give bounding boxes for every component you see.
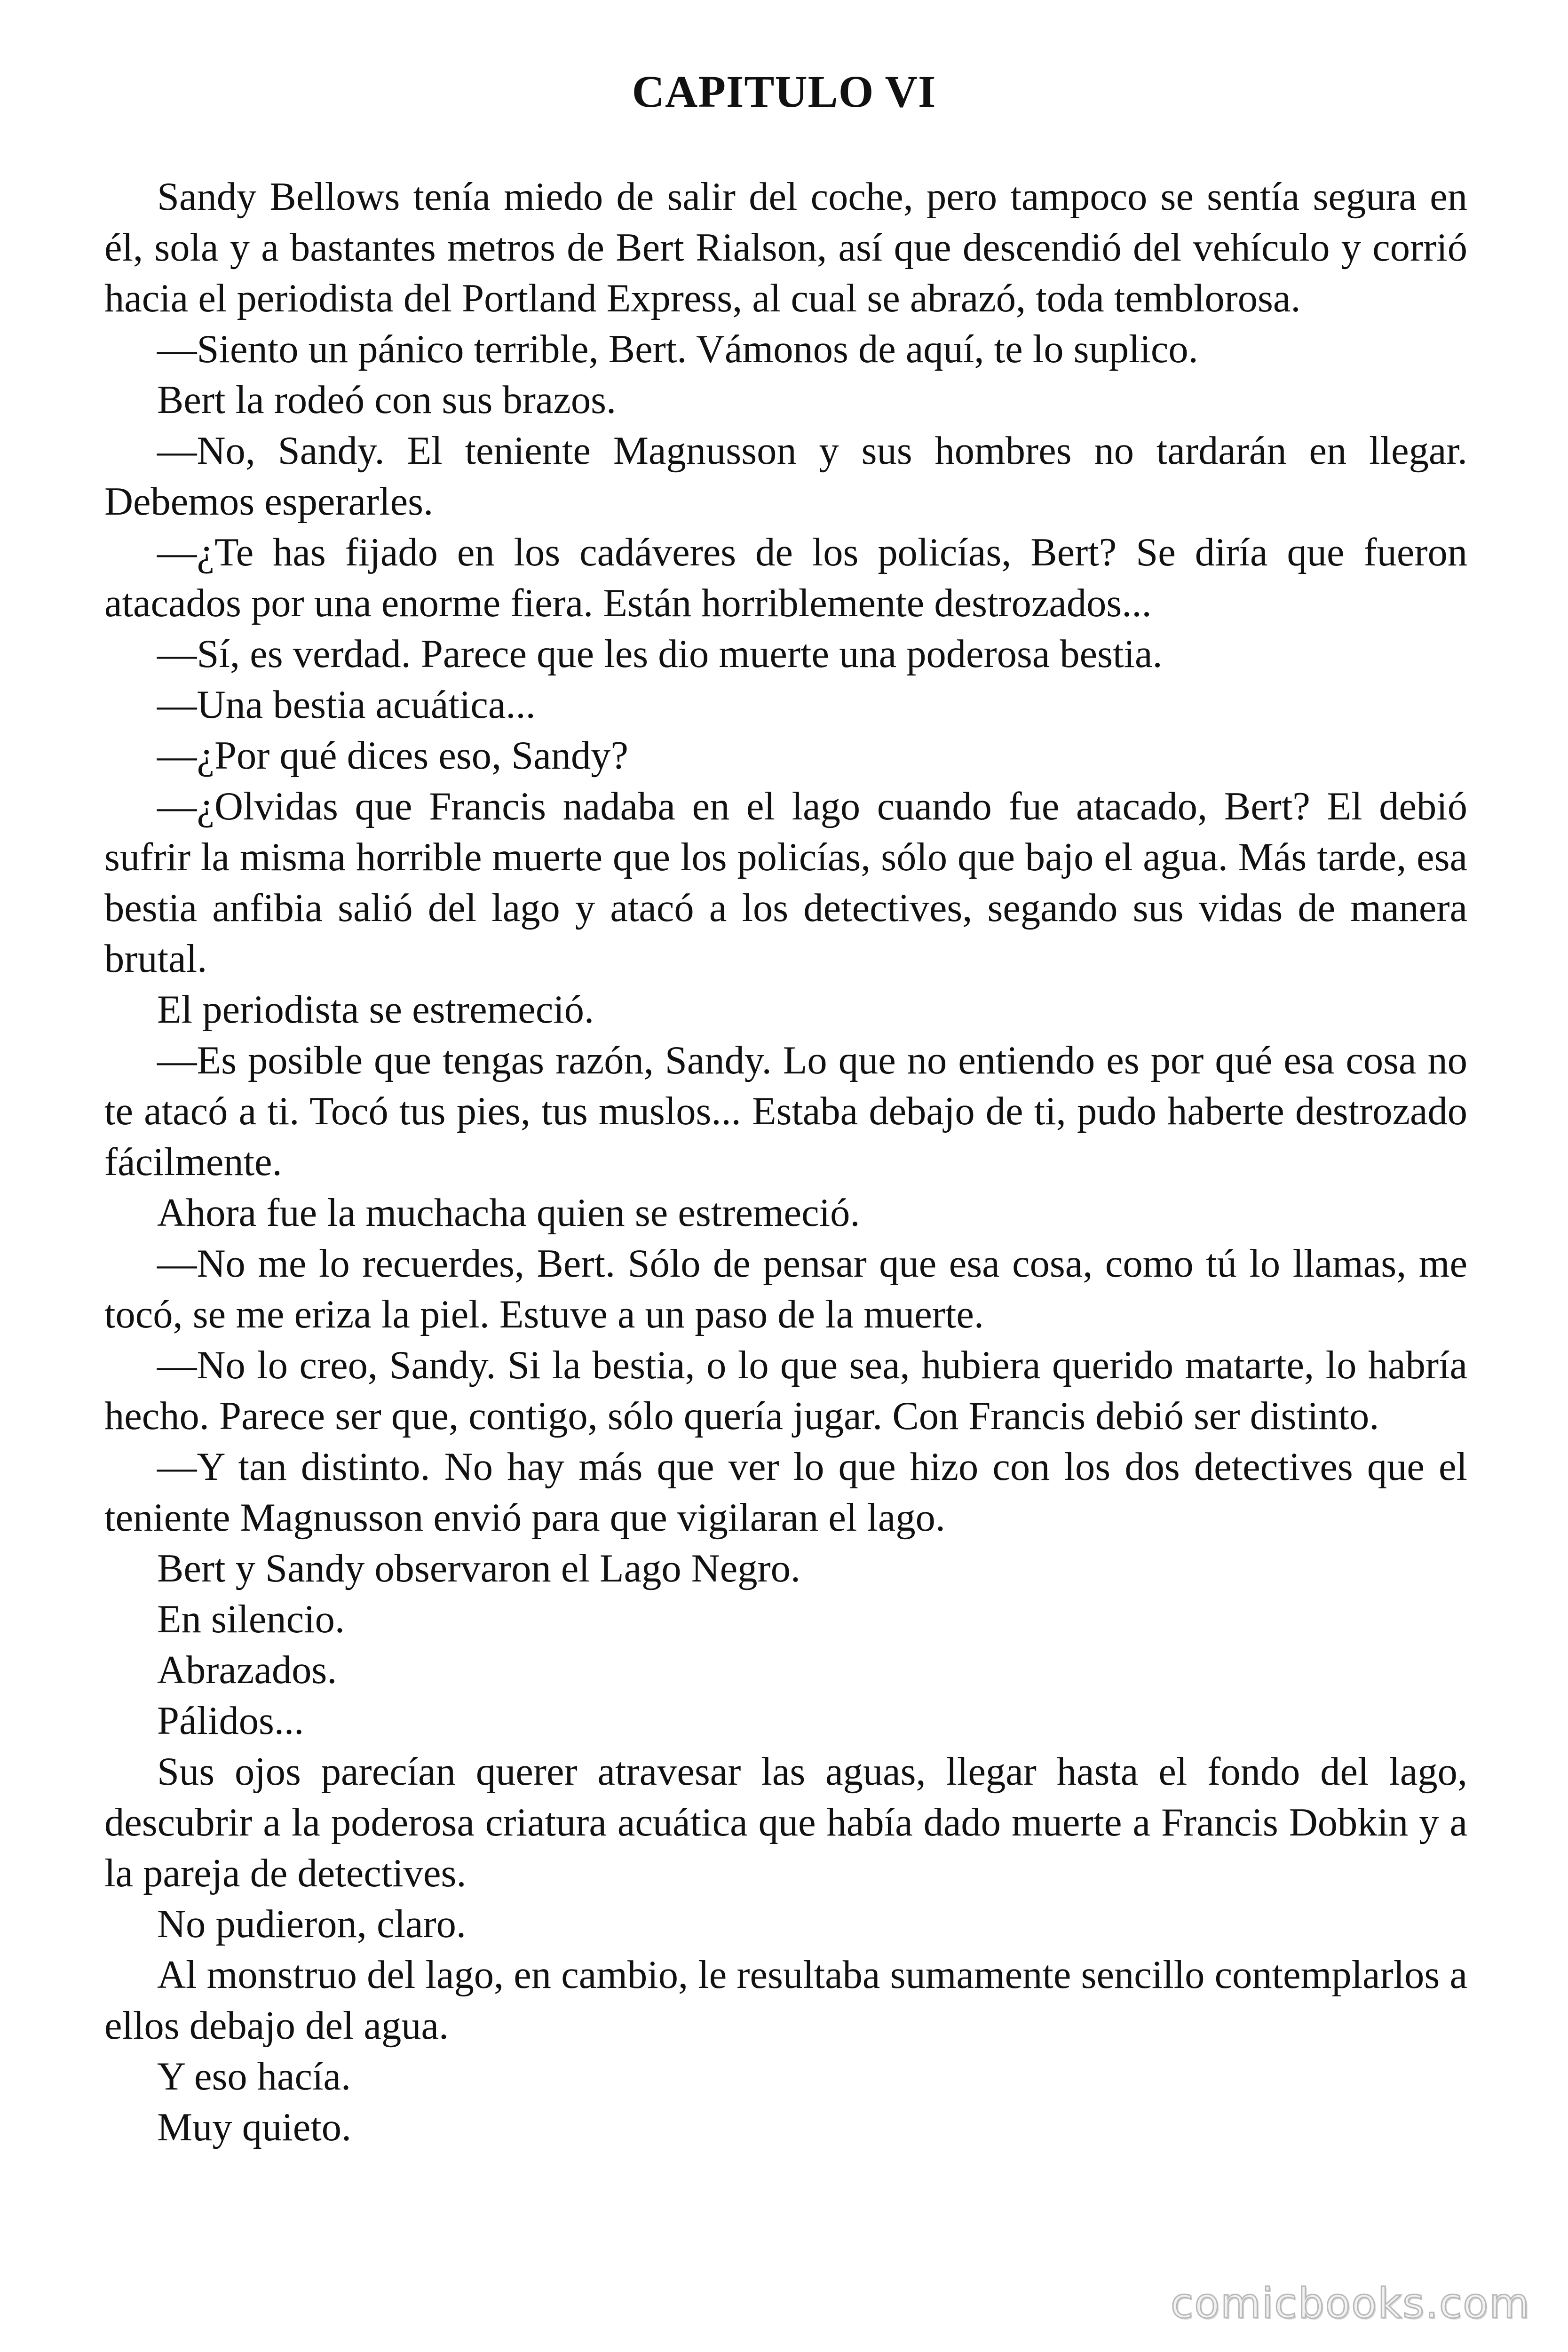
paragraph: —Y tan distinto. No hay más que ver lo que hizo con los dos detectives que el teniente Magnusson envió para que vigilaran el lago.: [104, 1445, 1467, 1540]
paragraph: No pudieron, claro.: [157, 1902, 467, 1946]
chapter-title: CAPITULO VI: [632, 66, 936, 117]
paragraph: —¿Por qué dices eso, Sandy?: [157, 734, 629, 778]
watermark: comicbooks.com: [1170, 2279, 1530, 2328]
paragraph: —Una bestia acuática...: [157, 683, 536, 727]
paragraph: En silencio.: [157, 1597, 345, 1641]
paragraph: Pálidos...: [157, 1699, 304, 1743]
paragraph: Sandy Bellows tenía miedo de salir del coche, pero tampoco se sentía segura en él, sola y a bastantes metros de Bert Rialson, así que descendió del vehículo y corrió hacia el periodista del Portland Express, al cual se abrazó, toda temblorosa.: [104, 175, 1467, 320]
paragraph: —No lo creo, Sandy. Si la bestia, o lo que sea, hubiera querido matarte, lo habría hecho. Parece ser que, contigo, sólo quería jugar. Con Francis debió ser distinto.: [104, 1343, 1467, 1438]
paragraph: —No me lo recuerdes, Bert. Sólo de pensar que esa cosa, como tú lo llamas, me tocó, se me eriza la piel. Estuve a un paso de la muerte.: [104, 1242, 1467, 1336]
paragraph: Bert y Sandy observaron el Lago Negro.: [157, 1547, 801, 1590]
paragraph: —¿Olvidas que Francis nadaba en el lago cuando fue atacado, Bert? El debió sufrir la misma horrible muerte que los policías, sólo que bajo el agua. Más tarde, esa bestia anfibia salió del lago y atacó a los detectives, segando sus vidas de manera brutal.: [104, 785, 1467, 981]
chapter-body: [104, 172, 1467, 2153]
paragraph: Abrazados.: [157, 1648, 337, 1692]
paragraph: —No, Sandy. El teniente Magnusson y sus hombres no tardarán en llegar. Debemos esperarles.: [104, 429, 1467, 524]
paragraph: Bert la rodeó con sus brazos.: [157, 378, 617, 422]
paragraph: Sus ojos parecían querer atravesar las aguas, llegar hasta el fondo del lago, descubrir a la poderosa criatura acuática que había dado muerte a Francis Dobkin y a la pareja de detectives.: [104, 1750, 1467, 1895]
paragraph: Al monstruo del lago, en cambio, le resultaba sumamente sencillo contemplarlos a ellos debajo del agua.: [104, 1953, 1467, 2048]
paragraph: El periodista se estremeció.: [157, 988, 594, 1032]
paragraph: Y eso hacía.: [157, 2055, 351, 2098]
paragraph: Muy quieto.: [157, 2106, 352, 2149]
paragraph: —Siento un pánico terrible, Bert. Vámonos de aquí, te lo suplico.: [157, 327, 1198, 371]
paragraph: —Sí, es verdad. Parece que les dio muerte una poderosa bestia.: [157, 632, 1163, 676]
paragraph: —¿Te has fijado en los cadáveres de los policías, Bert? Se diría que fueron atacados por una enorme fiera. Están horriblemente destrozados...: [104, 531, 1467, 625]
paragraph: —Es posible que tengas razón, Sandy. Lo que no entiendo es por qué esa cosa no te atacó a ti. Tocó tus pies, tus muslos... Estaba debajo de ti, pudo haberte destrozado fácilmente.: [104, 1039, 1467, 1184]
paragraph: Ahora fue la muchacha quien se estremeció.: [157, 1191, 860, 1235]
